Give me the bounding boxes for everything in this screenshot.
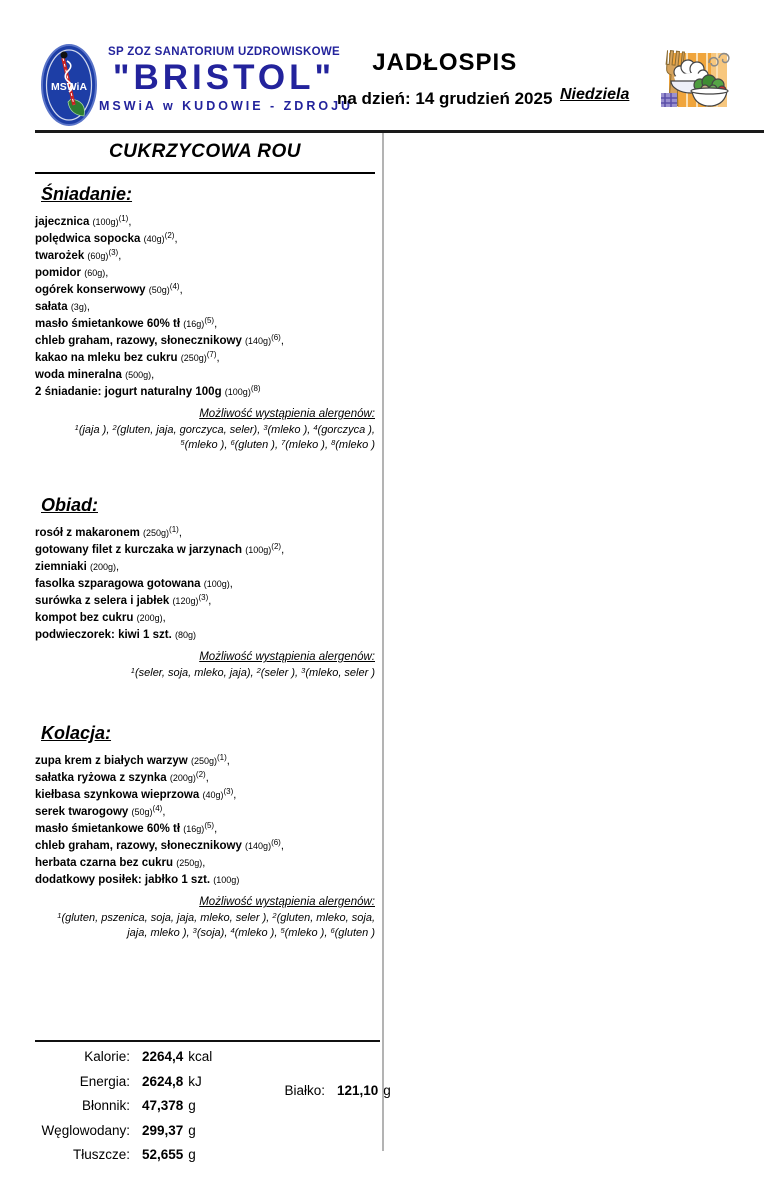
- item-name: dodatkowy posiłek: jabłko 1 szt.: [35, 874, 214, 886]
- item-portion: (60g): [87, 251, 109, 261]
- org-line1: SP ZOZ SANATORIUM UZDROWISKOWE: [108, 46, 340, 58]
- item-separator: ,: [118, 250, 122, 262]
- item-name: surówka z selera i jabłek: [35, 595, 173, 607]
- menu-item: [35, 333, 375, 350]
- allergen-footnote-ref: 4: [313, 422, 318, 432]
- item-name: masło śmietankowe 60% tł: [35, 318, 184, 330]
- nutrition-value: 2624,8: [142, 1073, 184, 1089]
- item-footnote-ref: (4): [169, 282, 180, 291]
- header-divider: [35, 130, 764, 133]
- nutrition-value: 121,10: [337, 1083, 379, 1098]
- item-footnote-ref: (2): [164, 231, 175, 240]
- menu-item: [35, 872, 375, 889]
- allergen-heading: Możliwość wystąpienia alergenów:: [199, 408, 375, 420]
- title-block: [337, 49, 552, 109]
- item-portion: (140g): [245, 841, 272, 851]
- menu-item: [35, 231, 375, 248]
- item-name: serek twarogowy: [35, 806, 132, 818]
- item-name: kakao na mleku bez cukru: [35, 352, 181, 364]
- item-portion: (200g): [169, 773, 196, 783]
- allergen-block: [35, 404, 375, 453]
- logo-label: MSWiA: [50, 81, 88, 93]
- menu-item: [35, 627, 375, 644]
- item-name: rosół z makaronem: [35, 527, 144, 539]
- item-name: kiełbasa szynkowa wieprzowa: [35, 789, 203, 801]
- menu-item: [35, 770, 375, 787]
- allergen-footnote-ref: 1: [74, 422, 79, 432]
- allergen-footnote-ref: 6: [230, 437, 235, 447]
- item-portion: (100g): [245, 545, 272, 555]
- item-name: chleb graham, razowy, słonecznikowy: [35, 840, 246, 852]
- item-separator: ,: [280, 335, 284, 347]
- menu-item: [35, 214, 375, 231]
- item-portion: (250g): [190, 756, 217, 766]
- allergen-list: $^1$(gluten, pszenica, soja, jaja, mleko, seler ), $^2$(gluten, mleko, soja, jaja, mleko ), $^3$(soja), $^4$(mleko ), $^5$(mleko ), $^6$(gluten ): [57, 910, 375, 939]
- item-footnote-ref: (1): [216, 753, 227, 762]
- menu-item: [35, 610, 375, 627]
- allergen-footnote-ref: 5: [280, 925, 285, 935]
- nutrition-label: Energia:: [79, 1073, 130, 1089]
- nutrition-label: Kalorie:: [84, 1049, 130, 1064]
- item-separator: ,: [128, 216, 132, 228]
- meal-heading: Obiad:: [41, 495, 98, 515]
- item-portion: (250g): [143, 528, 170, 538]
- item-name: masło śmietankowe 60% tł: [35, 823, 184, 835]
- item-separator: ,: [229, 578, 233, 590]
- mswia-sanatorium-emblem-icon: [40, 43, 98, 127]
- item-portion: (40g): [143, 234, 165, 244]
- nutrition-value: 52,655: [142, 1147, 184, 1162]
- item-separator: ,: [216, 352, 220, 364]
- item-name: fasolka szparagowa gotowana: [35, 578, 204, 590]
- nutrition-row: [35, 1147, 380, 1172]
- allergen-footnote-ref: 7: [281, 437, 286, 447]
- nutrition-label: Błonnik:: [81, 1098, 130, 1113]
- item-portion: (100g): [224, 387, 251, 397]
- meal-items: [35, 525, 375, 644]
- column-divider: [382, 133, 384, 1151]
- meal-section: [35, 495, 375, 681]
- menu-column: [35, 135, 375, 983]
- item-portion: (80g): [174, 630, 196, 640]
- item-name: zupa krem z białych warzyw: [35, 755, 191, 767]
- napkin-icon: [661, 93, 677, 107]
- allergen-footnote-ref: 3: [192, 925, 197, 935]
- nutrition-unit: g: [383, 1083, 391, 1098]
- item-separator: ,: [178, 527, 182, 539]
- nutrition-unit: kJ: [188, 1073, 202, 1089]
- item-name: ziemniaki: [35, 561, 90, 573]
- allergen-footnote-ref: 2: [256, 665, 261, 675]
- protein-row: [230, 1083, 391, 1098]
- item-separator: ,: [174, 233, 178, 245]
- menu-item: [35, 525, 375, 542]
- nutrition-label: Tłuszcze:: [72, 1147, 130, 1162]
- item-name: kompot bez cukru: [35, 612, 137, 624]
- menu-item: [35, 350, 375, 367]
- allergen-footnote-ref: 3: [301, 665, 306, 675]
- meal-section: [35, 184, 375, 453]
- item-footnote-ref: (7): [206, 350, 217, 359]
- allergen-footnote-ref: 1: [130, 665, 135, 675]
- item-name: ogórek konserwowy: [35, 284, 149, 296]
- nutrition-value: 2264,4: [142, 1049, 184, 1064]
- item-footnote-ref: (1): [169, 525, 179, 534]
- item-separator: ,: [280, 840, 284, 852]
- nutrition-value: 299,37: [142, 1122, 184, 1138]
- nutrition-label: Białko:: [284, 1083, 325, 1098]
- meal-heading: Kolacja:: [41, 723, 112, 743]
- menu-item: [35, 316, 375, 333]
- item-portion: (60g): [84, 268, 106, 278]
- menu-item: [35, 282, 375, 299]
- menu-item: [35, 265, 375, 282]
- item-portion: (16g): [183, 824, 205, 834]
- item-separator: ,: [214, 318, 218, 330]
- nutrition-unit: kcal: [188, 1049, 213, 1064]
- item-portion: (200g): [136, 613, 163, 623]
- item-portion: (16g): [183, 319, 205, 329]
- item-separator: ,: [208, 595, 212, 607]
- menu-item: [35, 384, 375, 401]
- item-footnote-ref: (5): [204, 316, 215, 325]
- item-footnote-ref: (2): [271, 542, 282, 551]
- item-portion: (250g): [176, 858, 203, 868]
- item-name: herbata czarna bez cukru: [35, 857, 177, 869]
- menu-item: [35, 576, 375, 593]
- menu-item: [35, 593, 375, 610]
- allergen-footnote-ref: 8: [331, 437, 336, 447]
- nutrition-label: Węglowodany:: [41, 1122, 130, 1138]
- item-footnote-ref: (6): [271, 838, 281, 847]
- allergen-footnote-ref: 6: [330, 925, 335, 935]
- nutrition-unit: g: [188, 1147, 196, 1162]
- item-separator: ,: [151, 369, 155, 381]
- item-separator: ,: [202, 857, 206, 869]
- allergen-heading: Możliwość wystąpienia alergenów:: [199, 896, 375, 908]
- diet-name-heading: CUKRZYCOWA ROU: [35, 135, 375, 174]
- item-separator: ,: [179, 284, 183, 296]
- allergen-footnote-ref: 3: [263, 422, 268, 432]
- item-portion: (50g): [148, 285, 170, 295]
- meal-items: [35, 753, 375, 889]
- item-name: podwieczorek: kiwi 1 szt.: [35, 629, 175, 641]
- item-separator: ,: [162, 612, 166, 624]
- nutrition-summary: [35, 1040, 391, 1172]
- item-portion: (250g): [180, 353, 207, 363]
- meals-list: [35, 184, 375, 941]
- menu-item: [35, 559, 375, 576]
- meal-items: [35, 214, 375, 401]
- item-separator: ,: [214, 823, 218, 835]
- item-portion: (100g): [92, 217, 119, 227]
- item-footnote-ref: (2): [195, 770, 206, 779]
- page-title: JADŁOSPIS: [372, 49, 518, 76]
- org-line2: MSWiA w KUDOWIE - ZDROJU: [99, 99, 354, 113]
- item-name: chleb graham, razowy, słonecznikowy: [35, 335, 246, 347]
- item-separator: ,: [233, 789, 237, 801]
- menu-item: [35, 248, 375, 265]
- allergen-block: [35, 647, 375, 681]
- allergen-list: $^1$(jaja ), $^2$(gluten, jaja, gorczyca, seler), $^3$(mleko ), $^4$(gorczyca ), $^5$(mleko ), $^6$(gluten ), $^7$(mleko ), $^8$(mleko ): [74, 422, 375, 451]
- item-name: woda mineralna: [35, 369, 126, 381]
- item-portion: (140g): [245, 336, 272, 346]
- item-footnote-ref: (6): [271, 333, 281, 342]
- item-portion: (50g): [131, 807, 153, 817]
- item-portion: (100g): [203, 579, 230, 589]
- nutrition-row: [35, 1049, 380, 1074]
- item-name: gotowany filet z kurczaka w jarzynach: [35, 544, 246, 556]
- item-separator: ,: [226, 755, 230, 767]
- allergen-footnote-ref: 1: [57, 910, 62, 920]
- item-footnote-ref: (8): [250, 384, 261, 393]
- allergen-list: $^1$(seler, soja, mleko, jaja), $^2$(seler ), $^3$(mleko, seler ): [130, 665, 375, 679]
- meal-heading: Śniadanie:: [41, 184, 133, 204]
- menu-item: [35, 542, 375, 559]
- item-footnote-ref: (3): [108, 248, 119, 257]
- item-name: polędwica sopocka: [35, 233, 144, 245]
- item-portion: (40g): [202, 790, 224, 800]
- item-footnote-ref: (5): [204, 821, 215, 830]
- item-separator: ,: [115, 561, 120, 573]
- nutrition-row: [35, 1123, 380, 1148]
- item-separator: ,: [281, 544, 285, 556]
- item-portion: (500g): [125, 370, 152, 380]
- item-portion: (120g): [172, 596, 199, 606]
- meal-section: [35, 723, 375, 941]
- menu-item: [35, 804, 375, 821]
- item-name: pomidor: [35, 267, 85, 279]
- menu-item: [35, 855, 375, 872]
- meal-clipart-icon: [653, 45, 735, 121]
- item-separator: ,: [162, 806, 166, 818]
- menu-item: [35, 753, 375, 770]
- menu-date: na dzień: 14 grudzień 2025: [337, 89, 553, 108]
- item-footnote-ref: (4): [152, 804, 163, 813]
- item-name: sałata: [35, 301, 71, 313]
- allergen-footnote-ref: 2: [272, 910, 277, 920]
- item-name: 2 śniadanie: jogurt naturalny 100g: [35, 386, 225, 398]
- item-separator: ,: [86, 301, 90, 313]
- item-portion: (100g): [213, 875, 240, 885]
- nutrition-row: [35, 1098, 380, 1123]
- item-separator: ,: [105, 267, 109, 279]
- allergen-heading: Możliwość wystąpienia alergenów:: [199, 651, 375, 663]
- menu-item: [35, 787, 375, 804]
- weekday-label: Niedziela: [560, 86, 630, 103]
- allergen-footnote-ref: 2: [112, 422, 117, 432]
- allergen-block: [35, 892, 375, 941]
- item-name: sałatka ryżowa z szynka: [35, 772, 170, 784]
- menu-item: [35, 821, 375, 838]
- item-footnote-ref: (3): [223, 787, 234, 796]
- item-footnote-ref: (3): [198, 593, 209, 602]
- menu-item: [35, 299, 375, 316]
- item-name: jajecznica: [35, 216, 93, 228]
- allergen-footnote-ref: 4: [230, 925, 235, 935]
- item-footnote-ref: (1): [118, 214, 129, 223]
- nutrition-rows: [35, 1049, 380, 1172]
- menu-item: [35, 367, 375, 384]
- menu-item: [35, 838, 375, 855]
- nutrition-unit: g: [188, 1122, 196, 1138]
- nutrition-unit: g: [188, 1098, 196, 1113]
- brand: [99, 46, 354, 113]
- item-name: twarożek: [35, 250, 88, 262]
- item-portion: (3g): [70, 302, 87, 312]
- nutrition-value: 47,378: [142, 1098, 184, 1113]
- item-portion: (200g): [89, 562, 116, 572]
- org-name: "BRISTOL": [112, 58, 336, 97]
- allergen-footnote-ref: 5: [180, 437, 185, 447]
- item-separator: ,: [205, 772, 209, 784]
